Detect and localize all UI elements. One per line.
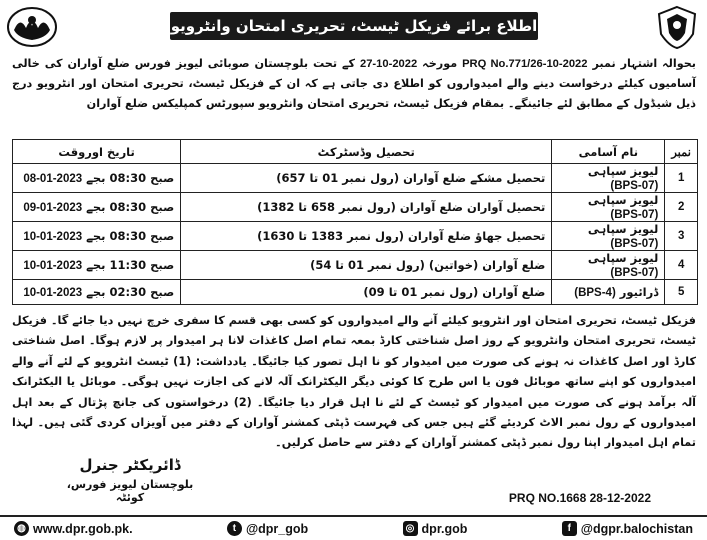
balochistan-emblem-logo xyxy=(6,6,58,48)
row-no: 4 xyxy=(665,251,698,280)
footer-website[interactable] xyxy=(14,521,133,536)
intro-part-1: بحوالہ اشتہار نمبر xyxy=(592,57,696,70)
globe-icon: ◍ xyxy=(14,521,29,536)
row-no: 5 xyxy=(665,280,698,305)
row-post: لیویز سپاہی (BPS-07) xyxy=(552,193,665,222)
row-tehsil: ضلع آواران (خواتین) (رول نمبر 01 تا 54) xyxy=(181,251,552,280)
row-tehsil: تحصیل آواران ضلع آواران (رول نمبر 658 تا 1382) xyxy=(181,193,552,222)
footer-facebook[interactable] xyxy=(562,521,693,536)
table-row xyxy=(13,251,698,280)
header-post: نام آسامی xyxy=(552,140,665,164)
twitter-handle[interactable]: @dpr_gob xyxy=(245,521,309,536)
row-date: صبح 11:30 بجے 10-01-2023 xyxy=(13,251,181,280)
reference-number: PRQ No.771/26-10-2022 xyxy=(462,58,588,70)
row-no: 3 xyxy=(665,222,698,251)
row-date: صبح 08:30 بجے 10-01-2023 xyxy=(13,222,181,251)
facebook-icon: f xyxy=(562,521,577,536)
schedule-table xyxy=(12,139,698,305)
table-row xyxy=(13,164,698,193)
intro-part-3: کے تحت بلوچستان صوبائی لیویز فورس ضلع آواران کی خالی آسامیوں کیلئے درخواست دینے والے امیدواروں کو اطلاع دی جاتی ہے کہ ان کے فزیکل ٹیسٹ، تحریری امتحان اور انٹرویو درج ذیل شیڈول کے مطابق لئے جائینگے۔ بمقام فزیکل ٹیسٹ، تحریری امتحان وانٹرویو سپورٹس کمپلیکس ضلع آواران xyxy=(12,57,696,110)
levies-force-logo xyxy=(655,4,699,50)
footer xyxy=(0,515,707,540)
website-link[interactable]: www.dpr.gob.pk. xyxy=(33,521,133,536)
row-tehsil: ضلع آواران (رول نمبر 01 تا 09) xyxy=(181,280,552,305)
reference-date: 27-10-2022 xyxy=(359,58,418,70)
table-row xyxy=(13,280,698,305)
instagram-icon: ◎ xyxy=(403,521,418,536)
table-row xyxy=(13,193,698,222)
row-date: صبح 02:30 بجے 10-01-2023 xyxy=(13,280,181,305)
header-date: تاریخ اوروقت xyxy=(13,140,181,164)
intro-part-2: مورخہ xyxy=(422,57,458,70)
instagram-handle[interactable]: dpr.gob xyxy=(421,521,468,536)
row-tehsil: تحصیل جھاؤ ضلع آواران (رول نمبر 1383 تا 1630) xyxy=(181,222,552,251)
intro-paragraph xyxy=(12,54,696,114)
twitter-icon: t xyxy=(227,521,242,536)
row-post: لیویز سپاہی (BPS-07) xyxy=(552,164,665,193)
row-tehsil: تحصیل مشکے ضلع آواران (رول نمبر 01 تا 657) xyxy=(181,164,552,193)
footer-instagram[interactable] xyxy=(403,521,468,536)
footer-twitter[interactable] xyxy=(227,521,308,536)
row-no: 1 xyxy=(665,164,698,193)
signature-block xyxy=(60,456,200,504)
signatory-title: ڈائریکٹر جنرل xyxy=(79,456,181,474)
header-no: نمبر xyxy=(665,140,698,164)
prq-number: PRQ NO.1668 28-12-2022 xyxy=(508,491,651,505)
page-title: اطلاع برائے فزیکل ٹیسٹ، تحریری امتحان وانٹرویو xyxy=(170,12,538,40)
header-tehsil: تحصیل وڈسٹرکٹ xyxy=(181,140,552,164)
facebook-handle[interactable]: @dgpr.balochistan xyxy=(580,521,693,536)
signatory-office: بلوچستان لیویز فورس، کوئٹہ xyxy=(66,478,194,504)
notes-paragraph: فزیکل ٹیسٹ، تحریری امتحان اور انٹرویو کیلئے آنے والے امیدواروں کو کسی بھی قسم کا سفری خرچ نہیں دیا جائے گا۔ فزیکل ٹیسٹ، تحریری امتحان وانٹرویو کے روز اصل شناختی کارڈ بمعہ تمام اصل کاغذات لانا ہر امیدوار پر لازم ہوگا۔ اصل شناختی کارڈ اور اصل کاغذات نہ ہونے کی صورت میں امیدوار کو نا اہل تصور کیا جائیگا۔ یادداشت: (1) ٹیسٹ انٹرویو کے لئے آنے والے امیدواروں کو اپنے ساتھ موبائل فون یا اس طرح کا کوئی دیگر الیکٹرانک آلہ لانے کی اجازت نہیں ہوگی۔ موبائل یا الیکٹرانک آلہ برآمد ہونے کی صورت میں امیدوار کو ٹیسٹ کے لئے نا اہل قرار دیا جائیگا۔ (2) درخواستوں کی جانچ پڑتال کے بعد اہل امیدواروں کے رول نمبر الاٹ کردیئے گئے ہیں جس کی فہرست ڈپٹی کمشنر آواران کے دفتر میں آویزاں کردی گئی ہیں۔ لہذا تمام اہل امیدوار اپنا رول نمبر ڈپٹی کمشنر آواران کے دفتر سے حاصل کرلیں۔ xyxy=(12,314,697,450)
row-post: ڈرائیور (BPS-4) xyxy=(552,280,665,305)
row-date: صبح 08:30 بجے 08-01-2023 xyxy=(13,164,181,193)
row-no: 2 xyxy=(665,193,698,222)
row-date: صبح 08:30 بجے 09-01-2023 xyxy=(13,193,181,222)
table-row xyxy=(13,222,698,251)
row-post: لیویز سپاہی (BPS-07) xyxy=(552,222,665,251)
row-post: لیویز سپاہی (BPS-07) xyxy=(552,251,665,280)
table-header-row xyxy=(13,140,698,164)
header xyxy=(0,0,707,52)
